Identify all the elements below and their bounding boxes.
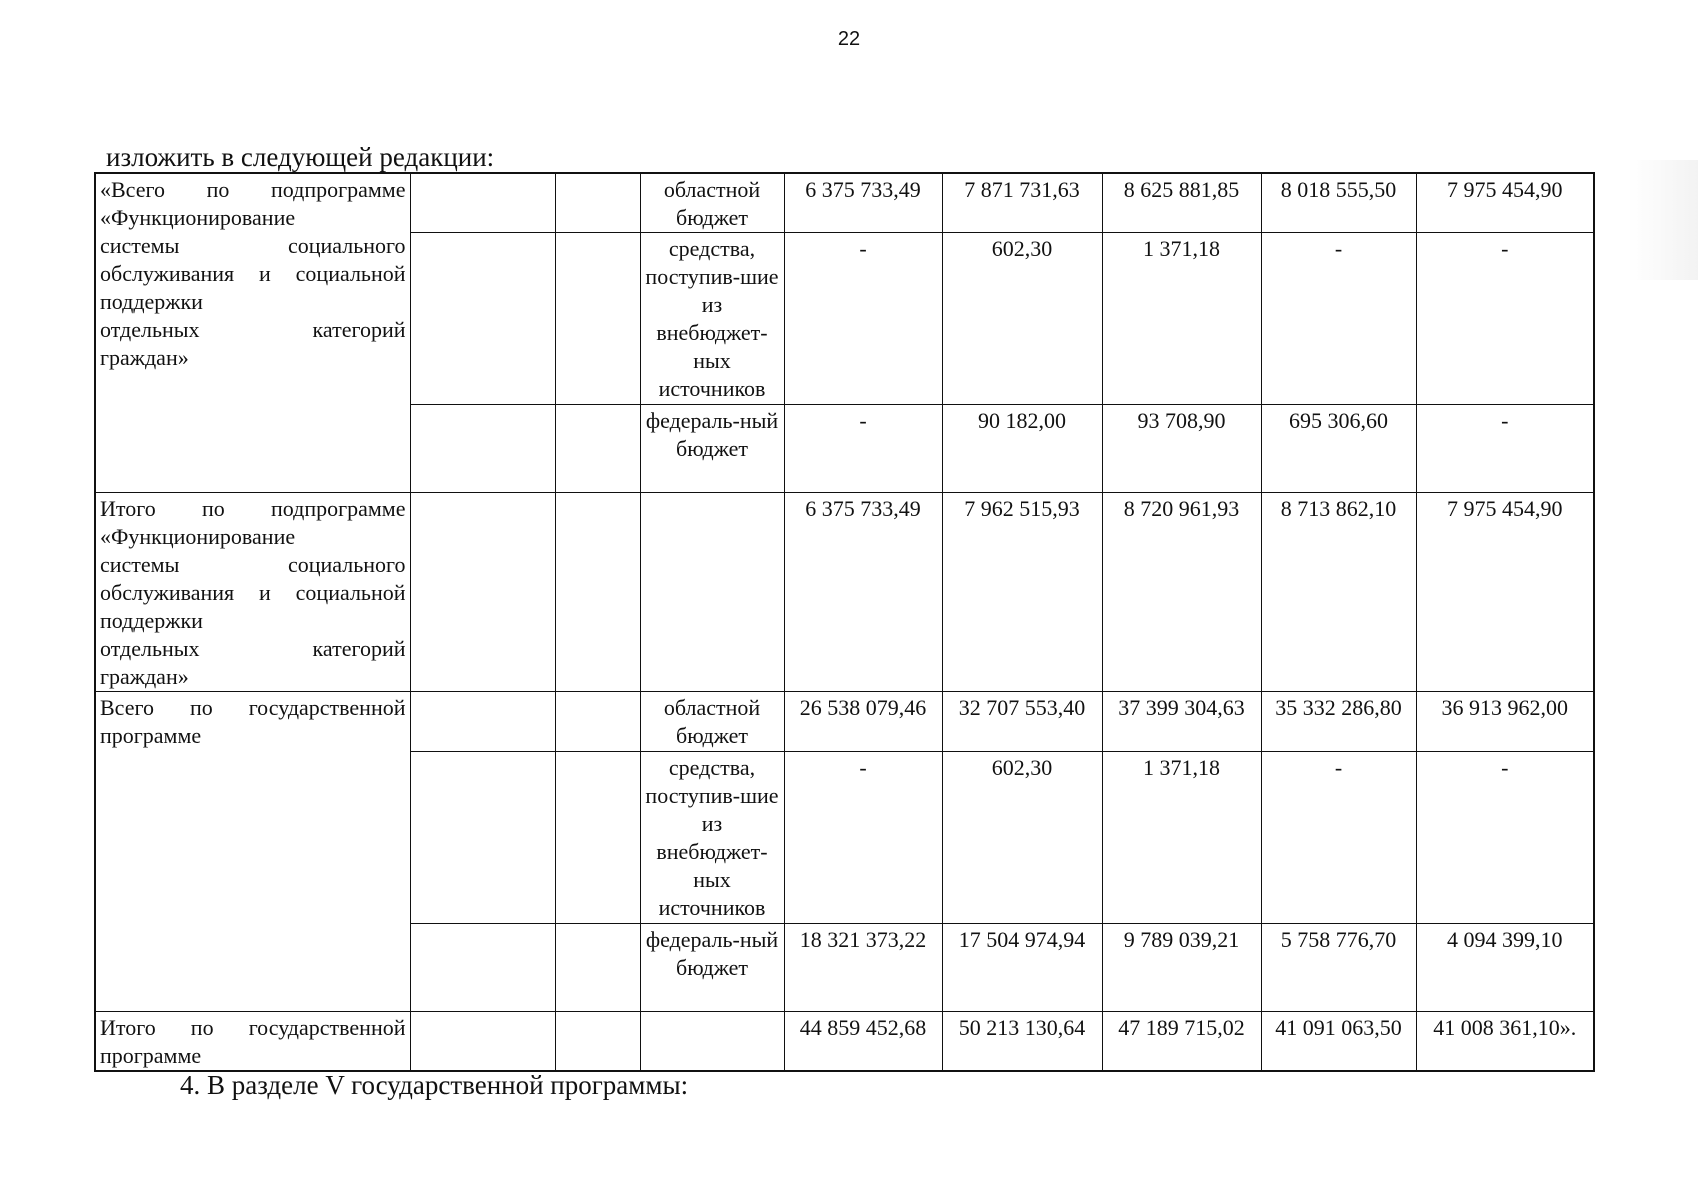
funding-source: федераль-ный бюджет [640,924,784,1012]
empty-cell [410,173,555,233]
table-row [95,173,1594,233]
empty-cell [410,924,555,1012]
value-cell: 26 538 079,46 [784,692,942,752]
funding-source: средства, поступив-шие из внебюджет-ных источников [640,233,784,405]
value-cell: 8 018 555,50 [1261,173,1416,233]
value-cell: 7 962 515,93 [942,493,1102,692]
value-cell: 602,30 [942,233,1102,405]
value-cell: 695 306,60 [1261,405,1416,493]
empty-cell [555,924,640,1012]
value-cell: 44 859 452,68 [784,1012,942,1072]
table-row [95,1012,1594,1072]
value-cell: 8 713 862,10 [1261,493,1416,692]
empty-cell [555,692,640,752]
funding-source: федераль-ный бюджет [640,405,784,493]
value-cell: 6 375 733,49 [784,493,942,692]
value-cell: 41 091 063,50 [1261,1012,1416,1072]
value-cell: - [1261,233,1416,405]
section-heading: 4. В разделе V государственной программы: [180,1070,689,1100]
empty-cell [555,405,640,493]
empty-cell [555,1012,640,1072]
empty-cell [410,493,555,692]
value-cell: 602,30 [942,752,1102,924]
table-row [95,692,1594,752]
empty-cell [410,692,555,752]
empty-cell [410,233,555,405]
empty-cell [555,493,640,692]
value-cell: - [784,752,942,924]
funding-source: областной бюджет [640,173,784,233]
value-cell: - [784,405,942,493]
funding-source: областной бюджет [640,692,784,752]
value-cell: 4 094 399,10 [1416,924,1594,1012]
intro-text: изложить в следующей редакции: [106,142,495,172]
empty-cell [555,752,640,924]
value-cell: 7 975 454,90 [1416,173,1594,233]
value-cell: - [1416,233,1594,405]
value-cell: 93 708,90 [1102,405,1261,493]
row-label-program-itogo: Итого по государственной программе [95,1012,410,1072]
empty-cell [640,493,784,692]
value-cell: 50 213 130,64 [942,1012,1102,1072]
row-label-program-total: Всего по государственной программе [95,692,410,1012]
value-cell: 9 789 039,21 [1102,924,1261,1012]
value-cell: 6 375 733,49 [784,173,942,233]
row-label-subprogram-itogo: Итого по подпрограмме «Функционирование системы социального обслуживания и социальной поддержки отдельных категорий граждан» [95,493,410,692]
funding-source: средства, поступив-шие из внебюджет-ных источников [640,752,784,924]
value-cell: 1 371,18 [1102,233,1261,405]
budget-table [94,172,1595,1072]
empty-cell [410,405,555,493]
empty-cell [555,233,640,405]
value-cell: 7 871 731,63 [942,173,1102,233]
table-row [95,493,1594,692]
value-cell: 8 720 961,93 [1102,493,1261,692]
value-cell: - [1416,752,1594,924]
value-cell: 41 008 361,10». [1416,1012,1594,1072]
empty-cell [410,1012,555,1072]
value-cell: 32 707 553,40 [942,692,1102,752]
value-cell: 18 321 373,22 [784,924,942,1012]
row-label-subprogram-total: «Всего по подпрограмме «Функционирование системы социального обслуживания и социальной поддержки отдельных категорий граждан» [95,173,410,493]
value-cell: - [1261,752,1416,924]
value-cell: 35 332 286,80 [1261,692,1416,752]
value-cell: - [1416,405,1594,493]
value-cell: 36 913 962,00 [1416,692,1594,752]
value-cell: 47 189 715,02 [1102,1012,1261,1072]
scan-edge-shadow [1628,160,1698,280]
value-cell: 7 975 454,90 [1416,493,1594,692]
empty-cell [410,752,555,924]
value-cell: - [784,233,942,405]
value-cell: 8 625 881,85 [1102,173,1261,233]
page-number: 22 [837,28,861,50]
value-cell: 1 371,18 [1102,752,1261,924]
value-cell: 90 182,00 [942,405,1102,493]
value-cell: 37 399 304,63 [1102,692,1261,752]
empty-cell [640,1012,784,1072]
empty-cell [555,173,640,233]
value-cell: 5 758 776,70 [1261,924,1416,1012]
value-cell: 17 504 974,94 [942,924,1102,1012]
